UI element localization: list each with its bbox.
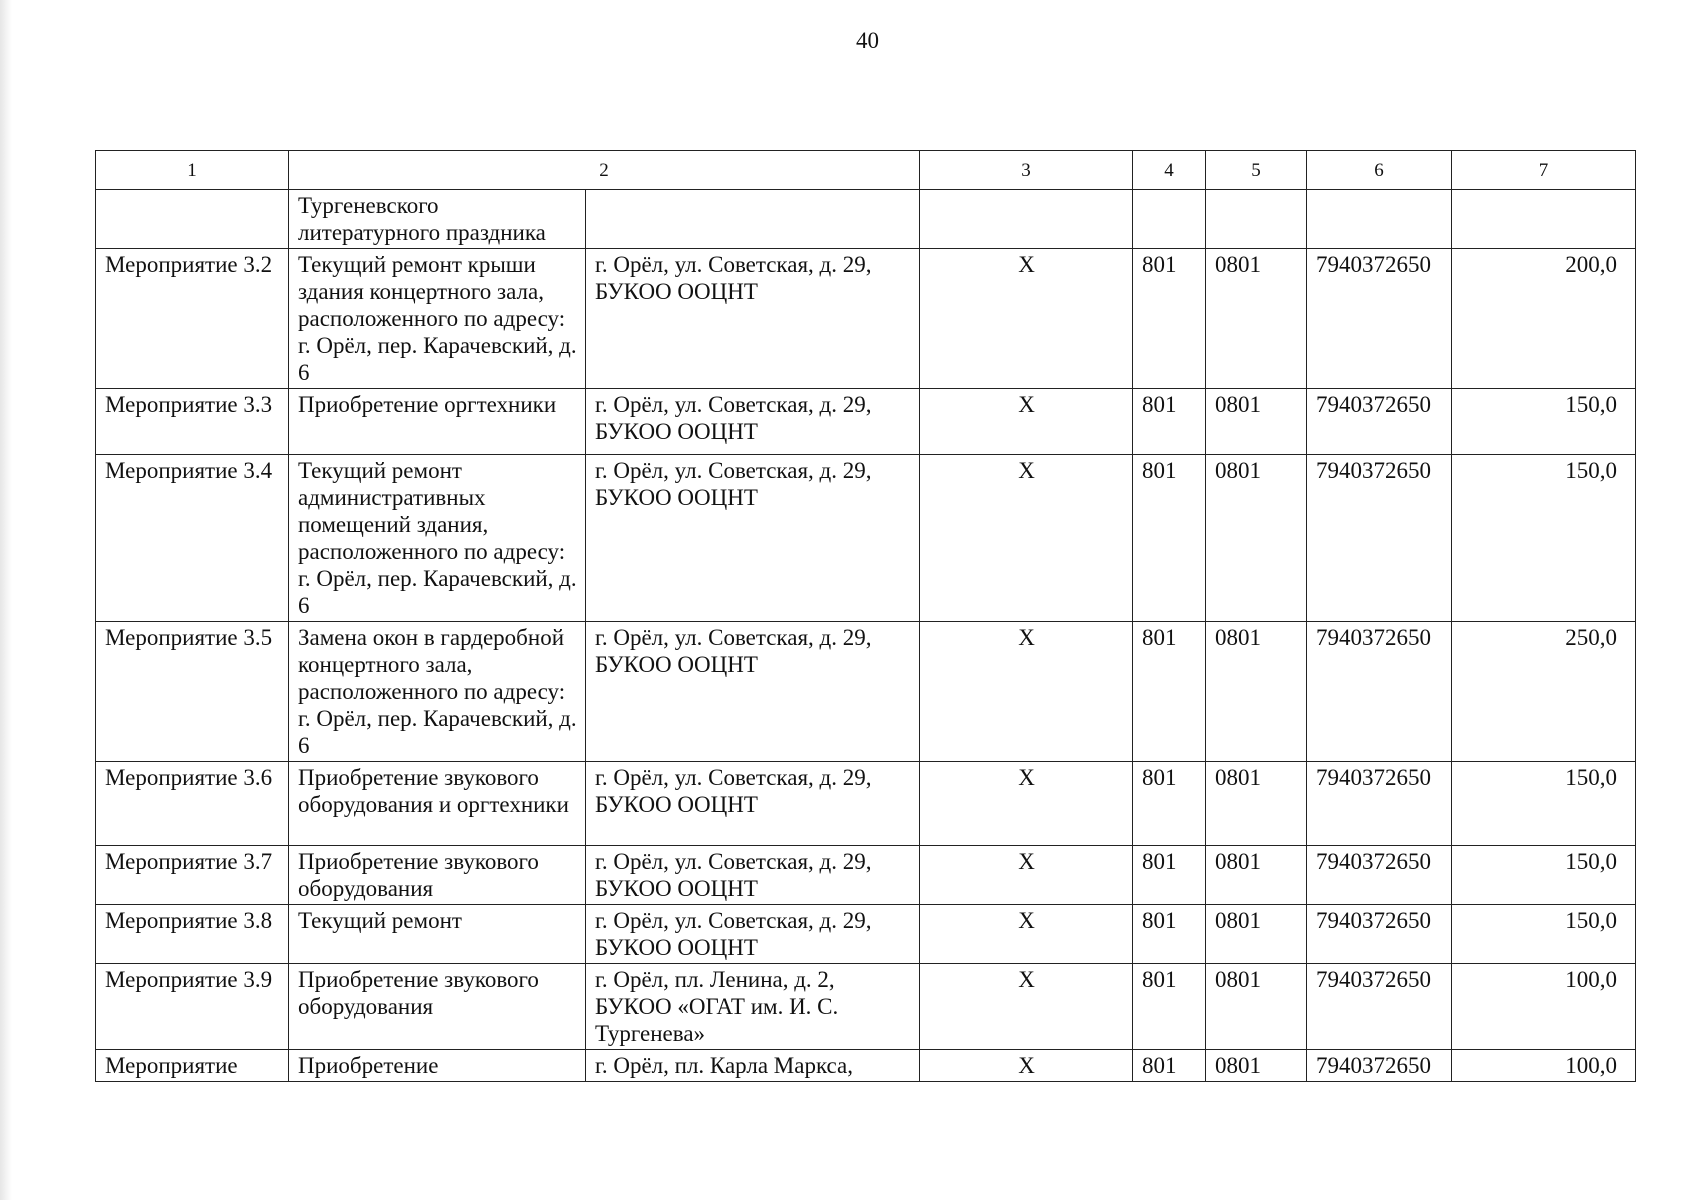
cell-col4: 801 [1133,455,1206,622]
cell-executor: г. Орёл, ул. Советская, д. 29, БУКОО ООЦНТ [586,389,920,455]
cell-executor: г. Орёл, ул. Советская, д. 29, БУКОО ООЦНТ [586,455,920,622]
table-row [96,905,1636,964]
cell-col4: 801 [1133,622,1206,762]
cell-col3: Х [920,389,1133,455]
cell-col6: 7940372650 [1307,905,1452,964]
cell-col7: 100,0 [1452,1050,1636,1082]
cell-description: Текущий ремонт [289,905,586,964]
cell-description: Тургеневского литературного праздника [289,190,586,249]
cell-event: Мероприятие 3.8 [96,905,289,964]
cell-col5: 0801 [1206,389,1307,455]
cell-executor [586,190,920,249]
cell-col5: 0801 [1206,622,1307,762]
cell-col4: 801 [1133,1050,1206,1082]
cell-col7: 150,0 [1452,389,1636,455]
cell-event: Мероприятие 3.2 [96,249,289,389]
cell-col3: Х [920,249,1133,389]
cell-col6: 7940372650 [1307,455,1452,622]
cell-executor: г. Орёл, пл. Ленина, д. 2, БУКОО «ОГАТ им. И. С. Тургенева» [586,964,920,1050]
cell-event: Мероприятие 3.5 [96,622,289,762]
cell-executor: г. Орёл, ул. Советская, д. 29, БУКОО ООЦНТ [586,846,920,905]
cell-col3: Х [920,905,1133,964]
cell-col5 [1206,190,1307,249]
cell-col7 [1452,190,1636,249]
header-col-7: 7 [1452,151,1636,190]
cell-col3: Х [920,846,1133,905]
cell-description: Приобретение звукового оборудования и оргтехники [289,762,586,846]
cell-col4: 801 [1133,762,1206,846]
header-col-2: 2 [289,151,920,190]
cell-col3: Х [920,762,1133,846]
continuation-row [96,190,1636,249]
scan-edge-shadow [0,0,12,1200]
cell-col3: Х [920,622,1133,762]
cell-executor: г. Орёл, ул. Советская, д. 29, БУКОО ООЦНТ [586,762,920,846]
cell-col6: 7940372650 [1307,964,1452,1050]
table-row [96,622,1636,762]
cell-col5: 0801 [1206,964,1307,1050]
header-col-4: 4 [1133,151,1206,190]
cell-col6: 7940372650 [1307,249,1452,389]
cell-col7: 150,0 [1452,762,1636,846]
cell-event: Мероприятие 3.6 [96,762,289,846]
cell-col4: 801 [1133,905,1206,964]
header-col-3: 3 [920,151,1133,190]
cell-col5: 0801 [1206,905,1307,964]
cell-event: Мероприятие 3.9 [96,964,289,1050]
cell-col4: 801 [1133,846,1206,905]
cell-col7: 150,0 [1452,846,1636,905]
cell-col7: 150,0 [1452,905,1636,964]
page-number: 40 [856,28,879,53]
cell-col3: Х [920,455,1133,622]
cell-executor: г. Орёл, ул. Советская, д. 29, БУКОО ООЦНТ [586,249,920,389]
cell-col5: 0801 [1206,1050,1307,1082]
header-col-6: 6 [1307,151,1452,190]
header-col-1: 1 [96,151,289,190]
cell-col7: 250,0 [1452,622,1636,762]
cell-event: Мероприятие 3.7 [96,846,289,905]
cell-col6 [1307,190,1452,249]
cell-col7: 100,0 [1452,964,1636,1050]
cell-executor: г. Орёл, ул. Советская, д. 29, БУКОО ООЦНТ [586,622,920,762]
cell-event: Мероприятие 3.3 [96,389,289,455]
table-row [96,389,1636,455]
cell-description: Приобретение звукового оборудования [289,964,586,1050]
table-row [96,249,1636,389]
cell-description: Приобретение звукового оборудования [289,846,586,905]
table-row [96,964,1636,1050]
cell-executor: г. Орёл, ул. Советская, д. 29, БУКОО ООЦНТ [586,905,920,964]
cell-col3 [920,190,1133,249]
cell-executor: г. Орёл, пл. Карла Маркса, [586,1050,920,1082]
table-row [96,1050,1636,1082]
cell-col5: 0801 [1206,846,1307,905]
cell-event [96,190,289,249]
cell-col4: 801 [1133,964,1206,1050]
cell-col4: 801 [1133,249,1206,389]
cell-description: Приобретение [289,1050,586,1082]
cell-col5: 0801 [1206,762,1307,846]
cell-col6: 7940372650 [1307,1050,1452,1082]
cell-description: Текущий ремонт административных помещений здания, расположенного по адресу: г. Орёл, пер. Карачевский, д. 6 [289,455,586,622]
cell-col3: Х [920,1050,1133,1082]
cell-event: Мероприятие 3.4 [96,455,289,622]
cell-col7: 150,0 [1452,455,1636,622]
cell-col6: 7940372650 [1307,622,1452,762]
header-row [96,151,1636,190]
cell-col6: 7940372650 [1307,762,1452,846]
cell-col7: 200,0 [1452,249,1636,389]
table-row [96,455,1636,622]
cell-col4: 801 [1133,389,1206,455]
cell-description: Текущий ремонт крыши здания концертного зала, расположенного по адресу: г. Орёл, пер. Карачевский, д. 6 [289,249,586,389]
cell-description: Приобретение оргтехники [289,389,586,455]
table-row [96,762,1636,846]
cell-col6: 7940372650 [1307,846,1452,905]
cell-event: Мероприятие [96,1050,289,1082]
cell-col5: 0801 [1206,455,1307,622]
header-col-5: 5 [1206,151,1307,190]
cell-col4 [1133,190,1206,249]
cell-description: Замена окон в гардеробной концертного зала, расположенного по адресу: г. Орёл, пер. Карачевский, д. 6 [289,622,586,762]
budget-table [95,150,1636,1082]
cell-col3: Х [920,964,1133,1050]
table-row [96,846,1636,905]
cell-col6: 7940372650 [1307,389,1452,455]
cell-col5: 0801 [1206,249,1307,389]
